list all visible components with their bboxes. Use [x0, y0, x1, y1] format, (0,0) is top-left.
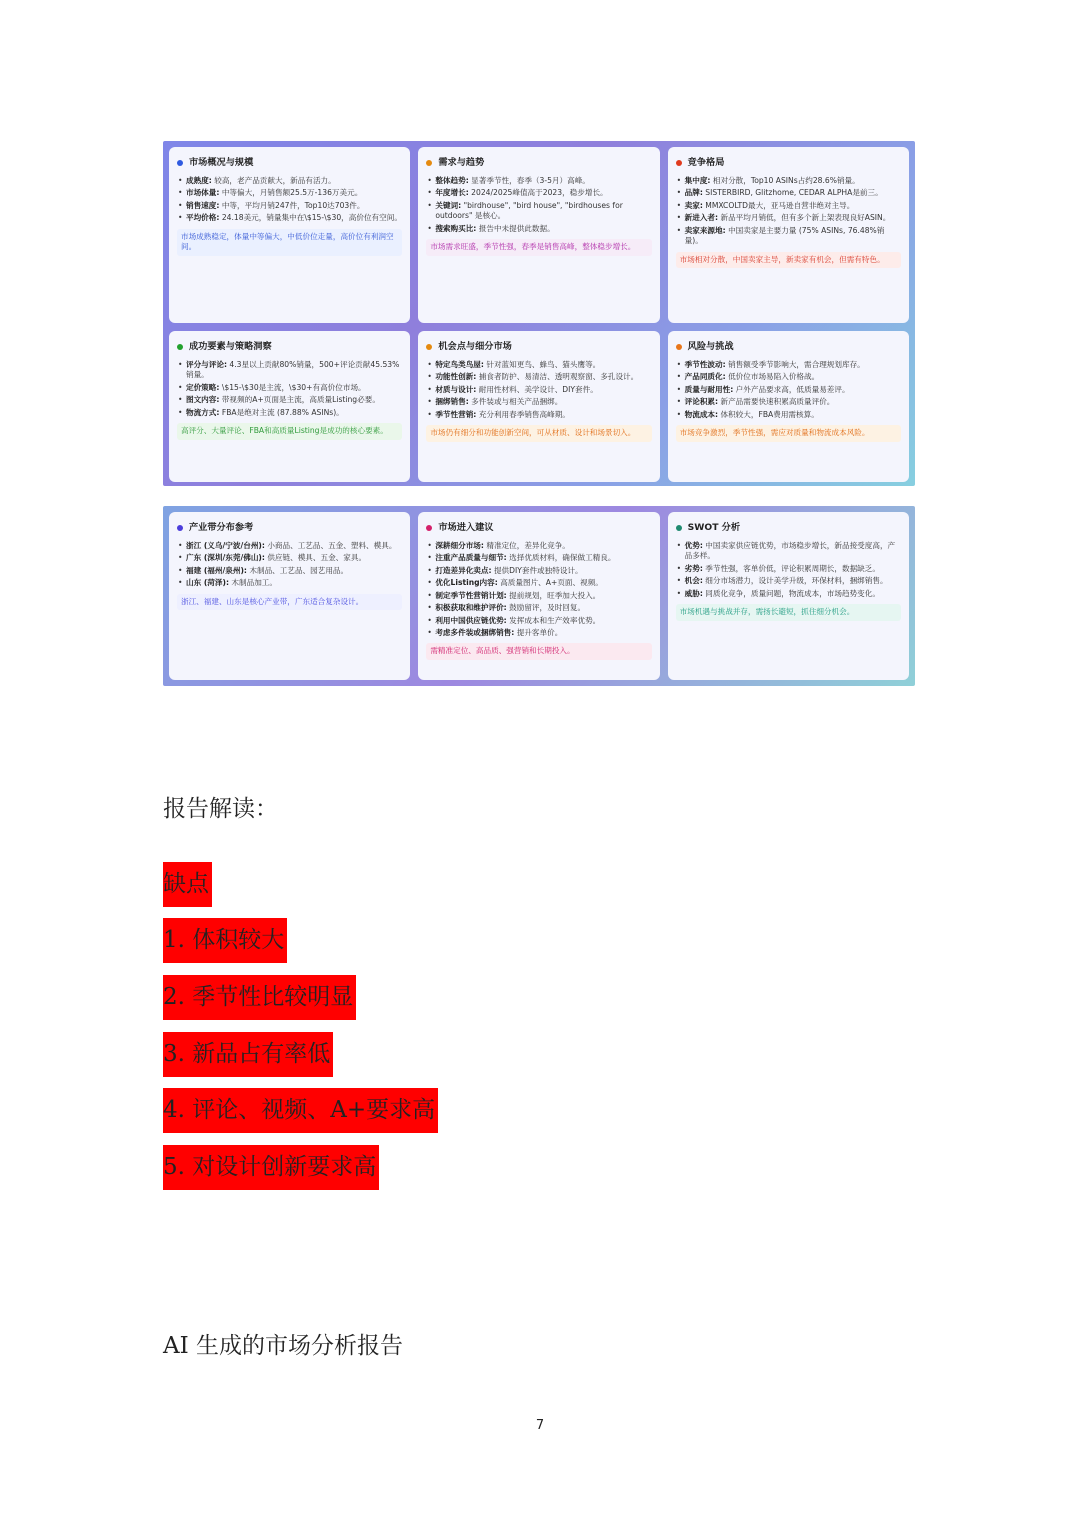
- item-key: 威胁:: [684, 588, 703, 598]
- item-key: 卖家:: [684, 200, 703, 210]
- item-value: 新品平均月销低，但有多个新上架表现良好ASIN。: [718, 213, 891, 223]
- card-title: [177, 522, 402, 535]
- item-key: 物流方式:: [186, 407, 220, 417]
- item-value: 显著季节性，春季（3-5月）高峰。: [468, 175, 590, 185]
- list-item: [426, 616, 651, 626]
- item-key: 打造差异化卖点:: [435, 565, 492, 575]
- bullet-dot-icon: [177, 160, 183, 166]
- item-key: 机会:: [684, 576, 703, 586]
- item-key: 关键词:: [435, 200, 462, 210]
- analysis-card: [668, 512, 909, 680]
- bullet-dot-icon: [177, 525, 183, 531]
- item-value: 捕食者防护、易清洁、透明观察窗、多孔设计。: [476, 372, 639, 382]
- analysis-card: [668, 331, 909, 482]
- item-value: 提升客单价。: [514, 627, 563, 637]
- bullet-dot-icon: [426, 160, 432, 166]
- item-key: 制定季节性营销计划:: [435, 590, 507, 600]
- list-item: [426, 541, 651, 551]
- item-key: 成熟度:: [186, 175, 212, 185]
- card-title-text: 市场概况与规模: [189, 157, 254, 168]
- card-summary-note: 市场成熟稳定，体量中等偏大，中低价位走量，高价位有利润空间。: [177, 229, 402, 256]
- list-item: [426, 553, 651, 563]
- list-item: [177, 395, 402, 405]
- list-item: [676, 226, 901, 247]
- list-item-1: 1. 体积较大: [163, 918, 287, 963]
- analysis-card: [668, 147, 909, 323]
- item-key: 功能性创新:: [435, 372, 477, 382]
- list-item-2: 2. 季节性比较明显: [163, 975, 356, 1020]
- report-interpretation-heading: 报告解读：: [163, 796, 278, 822]
- analysis-panel-top: [163, 141, 915, 486]
- list-item: [426, 372, 651, 382]
- item-key: 优势:: [684, 540, 703, 550]
- item-value: 选择优质材料，确保做工精良。: [506, 553, 616, 563]
- item-key: 浙江 (义乌/宁波/台州):: [186, 540, 265, 550]
- list-item-drawbacks: 缺点: [163, 862, 212, 907]
- list-item: [676, 188, 901, 198]
- item-value: 发挥成本和生产效率优势。: [506, 615, 601, 625]
- item-value: 木制品加工。: [229, 578, 277, 588]
- list-item: [676, 564, 901, 574]
- item-key: 销售速度:: [186, 200, 220, 210]
- list-item: [177, 201, 402, 211]
- bullet-dot-icon: [676, 344, 682, 350]
- card-item-list: [426, 176, 651, 234]
- bullet-dot-icon: [177, 344, 183, 350]
- item-key: 评分与评论:: [186, 359, 228, 369]
- card-title-text: 需求与趋势: [438, 157, 485, 168]
- item-key: 定价策略:: [186, 382, 220, 392]
- list-item: [177, 541, 402, 551]
- card-summary-note: 市场竞争激烈，季节性强，需应对质量和物流成本风险。: [676, 425, 901, 441]
- card-summary-note: 需精准定位、高品质、强营销和长期投入。: [426, 643, 651, 659]
- item-value: 鼓励留评，及时回复。: [506, 603, 586, 613]
- analysis-panel-bottom: [163, 506, 915, 686]
- card-title-text: SWOT 分析: [687, 522, 741, 533]
- list-item: [177, 408, 402, 418]
- item-value: 充分利用春季销售高峰期。: [476, 409, 570, 419]
- card-summary-note: 浙江、福建、山东是核心产业带，广东适合复杂设计。: [177, 594, 402, 610]
- list-item: [676, 176, 901, 186]
- list-item: [177, 383, 402, 393]
- card-summary-note: 市场需求旺盛，季节性强，春季是销售高峰，整体稳步增长。: [426, 239, 651, 255]
- item-value: 高质量图片、A+页面、视频。: [497, 578, 603, 588]
- item-value: 2024/2025峰值高于2023，稳步增长。: [468, 188, 608, 198]
- item-key: 图文内容:: [186, 395, 220, 405]
- item-value: 带视频的A+页面是主流，高质量Listing必要。: [219, 395, 380, 405]
- list-item: [676, 397, 901, 407]
- item-value: SISTERBIRD, Glitzhome, CEDAR ALPHA是前三。: [702, 188, 883, 198]
- analysis-card: [418, 512, 659, 680]
- card-item-list: [426, 541, 651, 639]
- item-key: 物流成本:: [684, 409, 719, 419]
- list-item: [177, 553, 402, 563]
- item-value: 较高，老产品贡献大，新品有活力。: [211, 175, 336, 185]
- item-key: 山东 (菏泽):: [186, 578, 229, 588]
- item-value: 低价位市场易陷入价格战。: [725, 372, 820, 382]
- item-key: 市场体量:: [186, 188, 220, 198]
- item-key: 劣势:: [684, 563, 703, 573]
- item-value: 木制品、工艺品、园艺用品。: [246, 565, 349, 575]
- item-value: 细分市场潜力，设计美学升级，环保材料，捆绑销售。: [702, 576, 888, 586]
- card-title-text: 风险与挑战: [687, 341, 734, 352]
- item-key: 产品同质化:: [684, 372, 726, 382]
- item-value: 户外产品要求高，低质量易差评。: [733, 384, 850, 394]
- list-item: [177, 578, 402, 588]
- item-value: 季节性强，客单价低，评论积累周期长，数据缺乏。: [702, 563, 880, 573]
- item-key: 平均价格:: [186, 213, 220, 223]
- card-item-list: [676, 176, 901, 247]
- card-title-text: 市场进入建议: [438, 522, 494, 533]
- item-value: 提供DIY套件或独特设计。: [491, 565, 583, 575]
- card-title-text: 成功要素与策略洞察: [189, 341, 272, 352]
- item-key: 集中度:: [684, 175, 711, 185]
- bullet-dot-icon: [676, 160, 682, 166]
- item-value: 24.18美元，销量集中在\$15-\$30，高价位有空间。: [219, 213, 402, 223]
- item-value: 小商品、工艺品、五金、塑料、模具。: [264, 540, 397, 550]
- list-item-3: 3. 新品占有率低: [163, 1032, 333, 1077]
- card-summary-note: 市场仍有细分和功能创新空间，可从材质、设计和场景切入。: [426, 425, 651, 441]
- card-title-text: 机会点与细分市场: [438, 341, 512, 352]
- list-item: [426, 591, 651, 601]
- card-title: [177, 157, 402, 170]
- list-item: [676, 385, 901, 395]
- list-item: [177, 566, 402, 576]
- item-value: "birdhouse", "bird house", "birdhouses for outdoors" 是核心。: [435, 200, 623, 221]
- item-key: 特定鸟类鸟屋:: [435, 359, 484, 369]
- item-value: FBA是绝对主流 (87.88% ASINs)。: [219, 407, 344, 417]
- list-item: [426, 224, 651, 234]
- analysis-card: [418, 147, 659, 323]
- list-item: [676, 576, 901, 586]
- list-item: [426, 188, 651, 198]
- card-title: [426, 522, 651, 535]
- item-key: 品牌:: [684, 188, 703, 198]
- item-value: 销售额受季节影响大，需合理规划库存。: [725, 359, 865, 369]
- item-value: 耐用性材料、美学设计、DIY套件。: [476, 384, 598, 394]
- ai-report-caption: AI 生成的市场分析报告: [163, 1333, 404, 1359]
- card-item-list: [426, 360, 651, 420]
- item-key: 卖家来源地:: [684, 225, 726, 235]
- list-item: [177, 213, 402, 223]
- item-value: 4.3星以上贡献80%销量，500+评论贡献45.53%销量。: [186, 359, 400, 380]
- list-item-4: 4. 评论、视频、A+要求高: [163, 1088, 438, 1133]
- card-title: [676, 522, 901, 535]
- item-key: 搜索购买比:: [435, 223, 477, 233]
- card-title: [676, 157, 901, 170]
- item-value: 针对蓝知更鸟、蜂鸟、猫头鹰等。: [483, 359, 601, 369]
- item-key: 考虑多件装或捆绑销售:: [435, 627, 515, 637]
- list-item: [676, 201, 901, 211]
- item-key: 质量与耐用性:: [684, 384, 734, 394]
- item-key: 深耕细分市场:: [435, 540, 484, 550]
- item-value: 中等偏大，月销售额25.5万-136万美元。: [219, 188, 363, 198]
- list-item: [426, 397, 651, 407]
- list-item: [426, 360, 651, 370]
- item-key: 评论积累:: [684, 397, 719, 407]
- list-item: [426, 566, 651, 576]
- list-item: [426, 410, 651, 420]
- list-item: [177, 360, 402, 381]
- card-item-list: [676, 541, 901, 599]
- analysis-card: [169, 331, 410, 482]
- card-title: [177, 341, 402, 354]
- item-value: 精准定位，差异化竞争。: [483, 540, 570, 550]
- card-title: [676, 341, 901, 354]
- card-title-text: 竞争格局: [687, 157, 725, 168]
- item-value: 多件装或与相关产品捆绑。: [468, 397, 563, 407]
- item-key: 季节性波动:: [684, 359, 726, 369]
- card-summary-note: 市场相对分散，中国卖家主导，新卖家有机会，但需有特色。: [676, 252, 901, 268]
- item-value: 报告中未提供此数据。: [476, 223, 555, 233]
- item-value: 中等，平均月销247件，Top10达703件。: [219, 200, 365, 210]
- item-key: 广东 (深圳/东莞/佛山):: [186, 553, 265, 563]
- card-summary-note: 市场机遇与挑战并存，需扬长避短，抓住细分机会。: [676, 604, 901, 620]
- list-item: [676, 213, 901, 223]
- list-item: [426, 603, 651, 613]
- item-key: 优化Listing内容:: [435, 578, 498, 588]
- card-summary-note: 高评分、大量评论、FBA和高质量Listing是成功的核心要素。: [177, 423, 402, 439]
- analysis-card: [169, 147, 410, 323]
- page-number: 7: [535, 1418, 545, 1433]
- list-item: [676, 360, 901, 370]
- item-value: 体积较大，FBA费用需核算。: [718, 409, 819, 419]
- item-value: MMXCOLTD最大，亚马逊自营非绝对主导。: [702, 200, 855, 210]
- card-item-list: [177, 360, 402, 418]
- card-title: [426, 341, 651, 354]
- item-key: 利用中国供应链优势:: [435, 615, 507, 625]
- list-item: [426, 385, 651, 395]
- item-value: 中国卖家是主要力量 (75% ASINs, 76.48%销量)。: [684, 225, 885, 246]
- item-key: 捆绑销售:: [435, 397, 469, 407]
- bullet-dot-icon: [426, 344, 432, 350]
- item-key: 积极获取和维护评价:: [435, 603, 507, 613]
- item-key: 年度增长:: [435, 188, 469, 198]
- analysis-card: [169, 512, 410, 680]
- item-value: \$15-\$30是主流，\$30+有高价位市场。: [219, 382, 366, 392]
- item-value: 相对分散，Top10 ASINs占约28.6%销量。: [710, 175, 860, 185]
- list-item: [426, 628, 651, 638]
- list-item: [177, 176, 402, 186]
- item-key: 新进入者:: [684, 213, 719, 223]
- item-value: 同质化竞争，质量问题，物流成本，市场趋势变化。: [702, 588, 880, 598]
- list-item: [676, 541, 901, 562]
- list-item: [426, 578, 651, 588]
- analysis-card: [418, 331, 659, 482]
- list-item: [676, 589, 901, 599]
- item-value: 供应链、模具、五金、家具。: [264, 553, 367, 563]
- card-item-list: [676, 360, 901, 420]
- item-key: 整体趋势:: [435, 175, 469, 185]
- item-value: 提前规划，旺季加大投入。: [506, 590, 601, 600]
- bullet-dot-icon: [426, 525, 432, 531]
- item-value: 新产品需要快速积累高质量评价。: [718, 397, 835, 407]
- card-title: [426, 157, 651, 170]
- card-item-list: [177, 176, 402, 224]
- card-item-list: [177, 541, 402, 589]
- list-item: [177, 188, 402, 198]
- item-key: 季节性营销:: [435, 409, 477, 419]
- list-item: [426, 176, 651, 186]
- item-key: 材质与设计:: [435, 384, 477, 394]
- item-key: 注重产品质量与细节:: [435, 553, 507, 563]
- list-item: [426, 201, 651, 222]
- list-item: [676, 410, 901, 420]
- item-value: 中国卖家供应链优势，市场稳步增长，新品接受度高，产品多样。: [684, 540, 896, 561]
- item-key: 福建 (福州/泉州):: [186, 565, 247, 575]
- list-item: [676, 372, 901, 382]
- bullet-dot-icon: [676, 525, 682, 531]
- card-title-text: 产业带分布参考: [189, 522, 254, 533]
- list-item-5: 5. 对设计创新要求高: [163, 1145, 379, 1190]
